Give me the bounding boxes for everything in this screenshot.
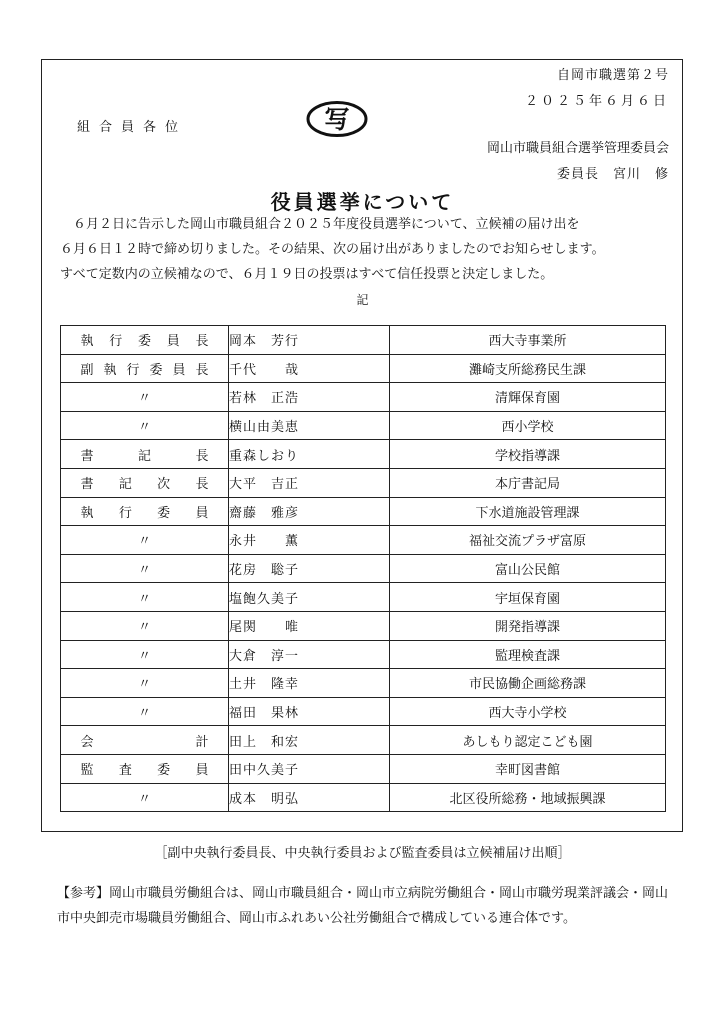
position-label: 書記長 (80, 448, 209, 464)
table-row (61, 383, 666, 412)
position-cell (61, 526, 229, 555)
reference-note: 【参考】岡山市職員労働組合は、岡山市職員組合・岡山市立病院労働組合・岡山市職労現業評議会・岡山市中央卸売市場職員労働組合、岡山市ふれあい公社労働組合で構成している連合体です。 (57, 886, 669, 926)
position-cell (61, 326, 229, 355)
candidate-name: 尾関 唯 (229, 611, 390, 640)
position-cell (61, 583, 229, 612)
table-row (61, 754, 666, 783)
document-number: 自岡市職選第２号 (556, 68, 669, 83)
position-label: 執行委員長 (80, 334, 209, 350)
position-label: 〃 (137, 648, 151, 664)
affiliation: 清輝保育園 (390, 383, 666, 412)
position-label: 〃 (137, 391, 151, 407)
candidate-name: 塩飽久美子 (229, 583, 390, 612)
candidate-name: 花房 聡子 (229, 554, 390, 583)
position-label: 副執行委員長 (80, 362, 209, 378)
candidate-name: 齋藤 雅彦 (229, 497, 390, 526)
table-row (61, 497, 666, 526)
affiliation: 西小学校 (390, 411, 666, 440)
affiliation: 市民協働企画総務課 (390, 669, 666, 698)
page-title: 役員選挙について (270, 190, 455, 214)
affiliation: 福祉交流プラザ富原 (390, 526, 666, 555)
seal-glyph: 写 (324, 105, 350, 134)
copy-stamp-icon (306, 100, 368, 138)
position-cell (61, 611, 229, 640)
position-label: 〃 (137, 534, 151, 550)
position-cell (61, 669, 229, 698)
position-label: 〃 (137, 420, 151, 436)
position-cell (61, 354, 229, 383)
table-row (61, 583, 666, 612)
position-label: 〃 (137, 791, 151, 807)
table-row (61, 611, 666, 640)
table-row (61, 669, 666, 698)
table-row (61, 783, 666, 812)
position-cell (61, 754, 229, 783)
affiliation: 西大寺事業所 (390, 326, 666, 355)
candidate-table (60, 325, 666, 812)
table-row (61, 697, 666, 726)
table-row (61, 726, 666, 755)
table-row (61, 440, 666, 469)
candidate-name: 成本 明弘 (229, 783, 390, 812)
table-row (61, 526, 666, 555)
position-label: 〃 (137, 563, 151, 579)
issuer-organization: 岡山市職員組合選挙管理委員会 (486, 141, 669, 156)
candidate-name: 若林 正浩 (229, 383, 390, 412)
position-label: 監査委員 (80, 763, 209, 779)
position-cell (61, 554, 229, 583)
affiliation: 開発指導課 (390, 611, 666, 640)
position-label: 〃 (137, 620, 151, 636)
position-label: 〃 (137, 677, 151, 693)
table-row (61, 554, 666, 583)
candidate-name: 田上 和宏 (229, 726, 390, 755)
affiliation: 北区役所総務・地域振興課 (390, 783, 666, 812)
affiliation: 学校指導課 (390, 440, 666, 469)
ki-marker: 記 (356, 293, 369, 307)
position-cell (61, 497, 229, 526)
position-cell (61, 383, 229, 412)
position-cell (61, 440, 229, 469)
table-row (61, 411, 666, 440)
table-row (61, 640, 666, 669)
candidate-name: 永井 薫 (229, 526, 390, 555)
position-label: 会計 (80, 734, 209, 750)
affiliation: 富山公民館 (390, 554, 666, 583)
position-label: 書記次長 (80, 477, 209, 493)
affiliation: 灘崎支所総務民生課 (390, 354, 666, 383)
candidate-name: 土井 隆幸 (229, 669, 390, 698)
position-cell (61, 726, 229, 755)
order-note: ［副中央執行委員長、中央執行委員および監査委員は立候補届け出順］ (154, 846, 571, 861)
position-label: 〃 (137, 706, 151, 722)
candidate-name: 横山由美恵 (229, 411, 390, 440)
position-cell (61, 640, 229, 669)
candidate-name: 重森しおり (229, 440, 390, 469)
document-date: ２０２５年６月６日 (524, 94, 669, 109)
affiliation: 西大寺小学校 (390, 697, 666, 726)
affiliation: 本庁書記局 (390, 468, 666, 497)
candidate-name: 千代 哉 (229, 354, 390, 383)
addressee: 組合員各位 (77, 120, 188, 135)
body-line: ６月６日１２時で締め切りました。その結果、次の届け出がありましたのでお知らせします。 (60, 242, 605, 257)
candidate-name: 岡本 芳行 (229, 326, 390, 355)
position-cell (61, 411, 229, 440)
table-row (61, 326, 666, 355)
issuer-chairperson: 委員長 宮川 修 (556, 167, 669, 182)
affiliation: 下水道施設管理課 (390, 497, 666, 526)
affiliation: 宇垣保育園 (390, 583, 666, 612)
position-label: 執行委員 (80, 505, 209, 521)
body-line: すべて定数内の立候補なので、６月１９日の投票はすべて信任投票と決定しました。 (60, 267, 554, 282)
table-row (61, 354, 666, 383)
announcement-body (60, 212, 670, 287)
candidate-name: 大倉 淳一 (229, 640, 390, 669)
affiliation: 監理検査課 (390, 640, 666, 669)
position-label: 〃 (137, 591, 151, 607)
affiliation: あしもり認定こども園 (390, 726, 666, 755)
position-cell (61, 468, 229, 497)
candidate-name: 田中久美子 (229, 754, 390, 783)
candidate-name: 福田 果林 (229, 697, 390, 726)
position-cell (61, 783, 229, 812)
table-row (61, 468, 666, 497)
candidate-name: 大平 吉正 (229, 468, 390, 497)
affiliation: 幸町図書館 (390, 754, 666, 783)
position-cell (61, 697, 229, 726)
body-line: ６月２日に告示した岡山市職員組合２０２５年度役員選挙について、立候補の届け出を (73, 217, 580, 232)
